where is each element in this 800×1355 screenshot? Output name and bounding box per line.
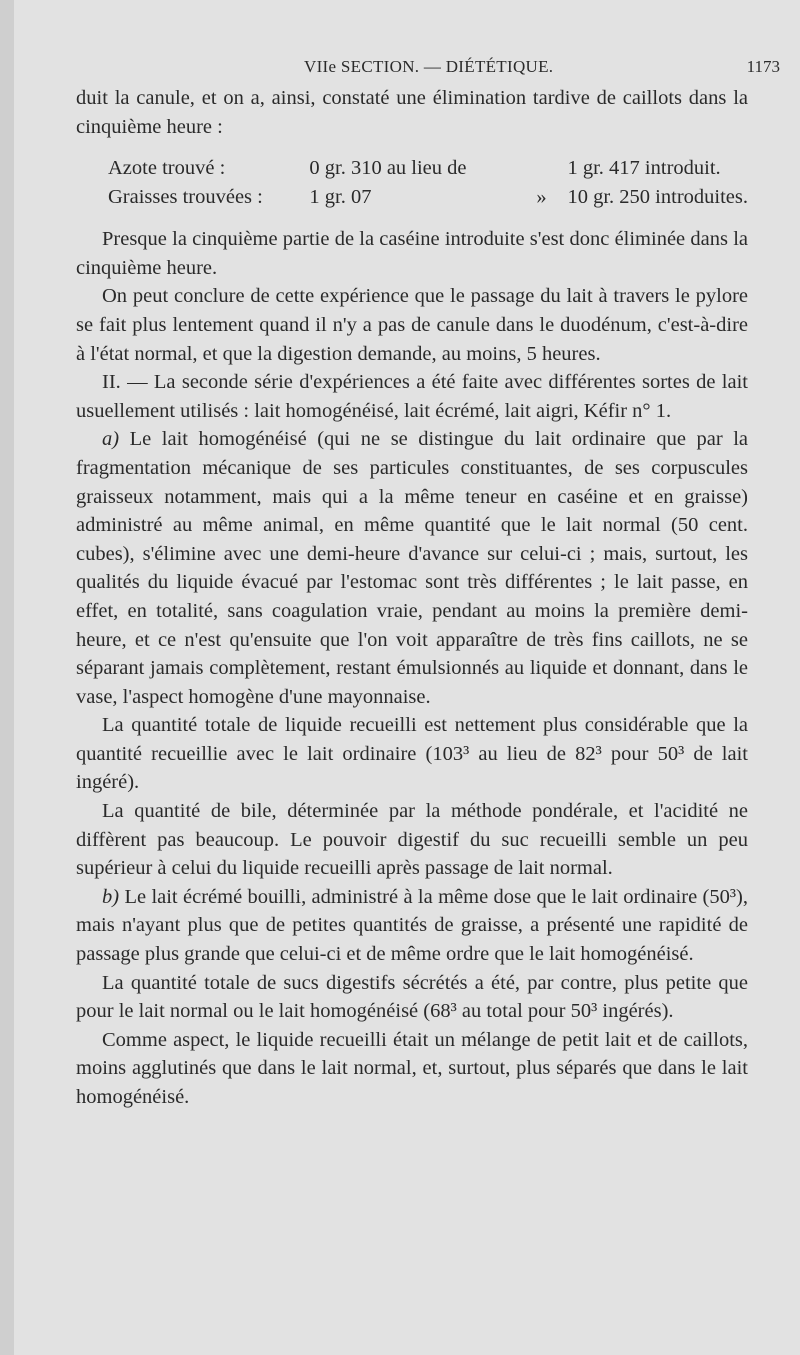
measure-introduced: 1 gr. 417 introduit. bbox=[567, 157, 721, 180]
paragraph: La quantité de bile, déterminée par la méthode pondérale, et l'acidité ne diffèrent pas beaucoup. Le pouvoir digestif du suc recueilli semble un peu supérieur à celui du liquide recueilli après passage de lait normal. bbox=[76, 800, 748, 880]
measure-introduced: 10 gr. 250 introduites. bbox=[567, 186, 748, 209]
document-page bbox=[14, 0, 800, 1355]
paragraph: La quantité totale de sucs digestifs sécrétés a été, par contre, plus petite que pour le lait normal ou le lait homogénéisé (68³ au total pour 50³ ingérés). bbox=[76, 971, 748, 1023]
paragraph-text: Le lait homogénéisé (qui ne se distingue du lait ordinaire que par la fragmentation mécanique de ses particules constituantes, de ses corpuscules graisseux notamment, mais qui a la même teneur en caséine et en graisse) administré au même animal, en même quantité que le lait normal (50 cent. cubes), s'élimine avec une demi-heure d'avance sur celui-ci ; mais, surtout, les qualités du liquide évacué par l'estomac sont très différentes ; le lait passe, en effet, en totalité, sans coagulation vraie, pendant au moins la première demi-heure, et ce n'est qu'ensuite que l'on voit apparaître de très fins caillots, ne se séparant jamais complètement, restant émulsionnés au liquide et donnant, dans le vase, l'aspect homogène d'une mayonnaise. bbox=[76, 428, 748, 708]
measurement-table bbox=[108, 154, 748, 212]
paragraph bbox=[76, 883, 748, 969]
paragraph bbox=[76, 425, 748, 711]
measure-found: 0 gr. 310 au lieu de bbox=[309, 157, 467, 180]
measure-found: 1 gr. 07 bbox=[309, 186, 372, 209]
page-header bbox=[14, 55, 800, 79]
measure-label: Graisses trouvées : bbox=[108, 186, 263, 209]
paragraph: duit la canule, et on a, ainsi, constaté une élimination tardive de caillots dans la cinquième heure : bbox=[76, 87, 748, 138]
measure-label: Azote trouvé : bbox=[108, 157, 226, 180]
measure-separator bbox=[515, 154, 567, 183]
body-text bbox=[76, 84, 748, 1112]
table-row bbox=[108, 183, 748, 212]
paragraph: II. — La seconde série d'expériences a été faite avec différentes sortes de lait usuellement utilisés : lait homogénéisé, lait écrémé, lait aigri, Kéfir n° 1. bbox=[76, 371, 748, 422]
page-number: 1173 bbox=[746, 57, 780, 76]
paragraph: La quantité totale de liquide recueilli est nettement plus considérable que la quantité recueillie avec le lait ordinaire (103³ au lieu de 82³ pour 50³ de lait ingéré). bbox=[76, 714, 748, 794]
table-row bbox=[108, 154, 748, 183]
paragraph: Presque la cinquième partie de la caséine introduite s'est donc éliminée dans la cinquième heure. bbox=[76, 228, 748, 279]
item-marker: b) bbox=[102, 885, 120, 908]
paragraph-text: Le lait écrémé bouilli, administré à la même dose que le lait ordinaire (50³), mais n'ayant plus que de petites quantités de graisse, a présenté une rapidité de passage plus grande que celui-ci et de même ordre que le lait homogénéisé. bbox=[76, 885, 748, 966]
measure-separator: » bbox=[536, 186, 547, 209]
running-head: VIIe SECTION. — DIÉTÉTIQUE. bbox=[304, 57, 554, 76]
item-marker: a) bbox=[102, 428, 120, 451]
paragraph: On peut conclure de cette expérience que le passage du lait à travers le pylore se fait plus lentement quand il n'y a pas de canule dans le duodénum, c'est-à-dire à l'état normal, et que la digestion demande, au moins, 5 heures. bbox=[76, 285, 748, 365]
paragraph: Comme aspect, le liquide recueilli était un mélange de petit lait et de caillots, moins agglutinés que dans le lait normal, et, surtout, plus séparés que dans le lait homogénéisé. bbox=[76, 1028, 748, 1108]
